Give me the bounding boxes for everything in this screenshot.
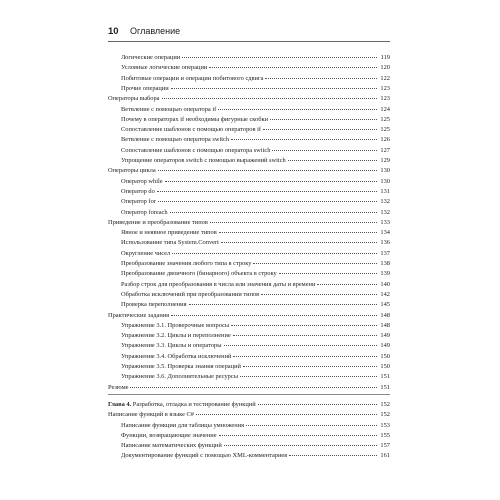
dot-leader [157, 184, 377, 192]
toc-page-number: 137 [380, 249, 390, 257]
toc-entry-title: Упражнение 3.1. Проверочные вопросы [121, 321, 230, 329]
toc-page-number: 134 [380, 229, 390, 237]
toc-page-number: 139 [380, 270, 390, 278]
toc-page-number: 150 [380, 352, 390, 360]
toc-entry-title: Написание функций в языке C# [108, 411, 195, 419]
toc-entry-title: Оператор foreach [121, 208, 168, 216]
dot-leader [182, 50, 377, 58]
toc-page-number: 149 [380, 342, 390, 350]
toc-page-number: 123 [380, 95, 390, 103]
toc-page-number: 132 [380, 198, 390, 206]
toc-entry-title: Практические задания [108, 311, 170, 319]
toc-page-number: 152 [380, 411, 390, 419]
chapter-label: Глава 4. [108, 400, 132, 408]
toc-entry-title: Упражнение 3.2. Циклы и переполнение [121, 332, 231, 340]
dot-leader [253, 256, 377, 264]
chapter-title: Разработка, отладка и тестирование функций [131, 400, 256, 408]
toc-entry-title: Ветвление с помощью оператора if [121, 105, 217, 113]
dot-leader [210, 215, 377, 223]
toc-page-number: 129 [380, 157, 390, 164]
toc-entry-title: Проверка переполнения [121, 301, 187, 309]
dot-leader [196, 407, 377, 415]
toc-page-number: 136 [380, 239, 390, 247]
toc-entry-title: Операторы выбора [108, 95, 160, 103]
toc-entry-title: Оператор do [121, 187, 155, 195]
toc-section-entry [108, 381, 390, 391]
header-rule [108, 41, 390, 42]
dot-leader [289, 448, 377, 456]
toc-page-number: 123 [380, 84, 390, 92]
toc-page-number: 138 [380, 260, 390, 267]
dot-leader [171, 81, 377, 89]
dot-leader [317, 277, 377, 285]
toc-page-number: 131 [380, 187, 390, 195]
page-title: Оглавление [130, 26, 181, 36]
dot-leader [246, 418, 377, 426]
toc-page-number: 119 [380, 54, 390, 61]
toc-page-number: 140 [380, 280, 390, 288]
dot-leader [189, 297, 377, 305]
dot-leader [221, 235, 377, 243]
dot-leader [158, 194, 377, 202]
dot-leader [288, 153, 377, 161]
toc-entry-title: Условные логические операции [121, 64, 208, 72]
toc-entry-title: Преобразование значения любого типа в строку [121, 260, 252, 267]
dot-leader [219, 428, 377, 436]
dot-leader [224, 338, 378, 346]
toc-entry-title: Резюме [108, 383, 129, 391]
toc-page-number: 127 [380, 146, 390, 154]
dot-leader [162, 91, 377, 99]
dot-leader [279, 266, 377, 274]
dot-leader [224, 438, 377, 446]
dot-leader [219, 225, 377, 233]
toc-page-number: 151 [380, 383, 390, 391]
toc-page-number: 125 [380, 126, 390, 134]
toc-page-number: 161 [380, 452, 390, 460]
toc-page-number: 155 [380, 431, 390, 439]
toc-entry-title: Ветвление с помощью оператора switch [121, 136, 230, 144]
toc-entry-title: Упражнение 3.5. Проверка знания операций [121, 363, 241, 370]
page-number: 10 [108, 26, 119, 37]
toc-page-number: 120 [380, 64, 390, 72]
toc-entry-title: Округление чисел [121, 249, 171, 257]
toc-page-number: 152 [380, 400, 390, 408]
toc-entry-title: Упражнение 3.3. Циклы и операторы [121, 342, 222, 350]
toc-entry-title: Прочие операции [121, 84, 169, 92]
toc-page-number: 149 [380, 332, 390, 340]
toc-page-number: 142 [380, 290, 390, 298]
toc-entry-title: Приведение и преобразование типов [108, 218, 208, 226]
dot-leader [233, 349, 377, 357]
dot-leader [170, 205, 377, 213]
toc-page-number: 150 [380, 363, 390, 370]
toc-subsection-entry [121, 449, 390, 459]
toc-page-number: 122 [380, 74, 390, 82]
dot-leader [158, 163, 377, 171]
toc-entry-title: Явное и неявное приведение типов [121, 229, 217, 237]
toc-entry-title: Упражнение 3.6. Дополнительные ресурсы [121, 373, 239, 381]
dot-leader [233, 328, 377, 336]
toc-entry-title: Функции, возвращающие значение [121, 431, 217, 439]
dot-leader [171, 308, 377, 316]
dot-leader [240, 369, 377, 377]
toc-page-number: 145 [380, 301, 390, 309]
toc-entry-title: Преобразование двоичного (бинарного) объекта в строку [121, 270, 277, 278]
dot-leader [218, 102, 377, 110]
dot-leader [172, 246, 377, 254]
toc-entry-title: Сопоставление шаблонов с помощью оператора switch [121, 146, 271, 154]
toc-page-number: 133 [380, 218, 390, 226]
dot-leader [231, 132, 377, 140]
toc-entry-title: Упрощение операторов switch с помощью выражений switch [121, 157, 286, 164]
toc-entry-title: Почему в операторах if необходимы фигурные скобки [121, 115, 269, 123]
dot-leader [231, 318, 377, 326]
toc-entry-title: Разбор строк для преобразования в числа или значения даты и времени [121, 280, 316, 288]
dot-leader [243, 359, 377, 367]
dot-leader [209, 60, 377, 68]
toc-entry-title: Упражнение 3.4. Обработка исключений [121, 352, 232, 360]
dot-leader [258, 397, 377, 405]
toc-page-number: 151 [380, 373, 390, 381]
toc-entry-title: Сопоставление шаблонов с помощью операторов if [121, 126, 261, 134]
toc-page-number: 148 [380, 321, 390, 329]
dot-leader [165, 174, 377, 182]
toc-entry-title: Логические операции [121, 54, 181, 61]
toc-page-number: 125 [380, 115, 390, 123]
toc-entry-title: Написание функции для таблицы умножения [121, 421, 245, 429]
toc-page-number: 132 [380, 208, 390, 216]
toc-page-number: 157 [380, 442, 390, 450]
toc-entry-title: Использование типа System.Convert [121, 239, 219, 247]
toc-entry-title: Документирование функций с помощью XML-комментариев [121, 452, 288, 460]
dot-leader [261, 287, 377, 295]
dot-leader [130, 380, 377, 388]
toc-entry-title: Побитовые операции и операции побитового сдвига [121, 74, 264, 82]
toc-page-number: 148 [380, 311, 390, 319]
toc-entry-title: Оператор while [121, 177, 163, 185]
toc-entry-title: Оператор for [121, 198, 156, 206]
dot-leader [272, 143, 377, 151]
dot-leader [270, 112, 377, 120]
dot-leader [263, 122, 377, 130]
toc-page-number: 126 [380, 136, 390, 144]
dot-leader [265, 71, 377, 79]
toc-entry-title: Обработка исключений при преобразовании типов [121, 290, 260, 298]
toc-page-number: 124 [380, 105, 390, 113]
chapter-divider [108, 394, 390, 395]
toc-page-number: 130 [380, 177, 390, 185]
toc-page-number: 130 [380, 167, 390, 175]
running-header [108, 26, 390, 40]
toc-page-number: 153 [380, 421, 390, 429]
toc-entry-title: Операторы цикла [108, 167, 156, 175]
toc-entry-title: Написание математических функций [121, 442, 222, 450]
